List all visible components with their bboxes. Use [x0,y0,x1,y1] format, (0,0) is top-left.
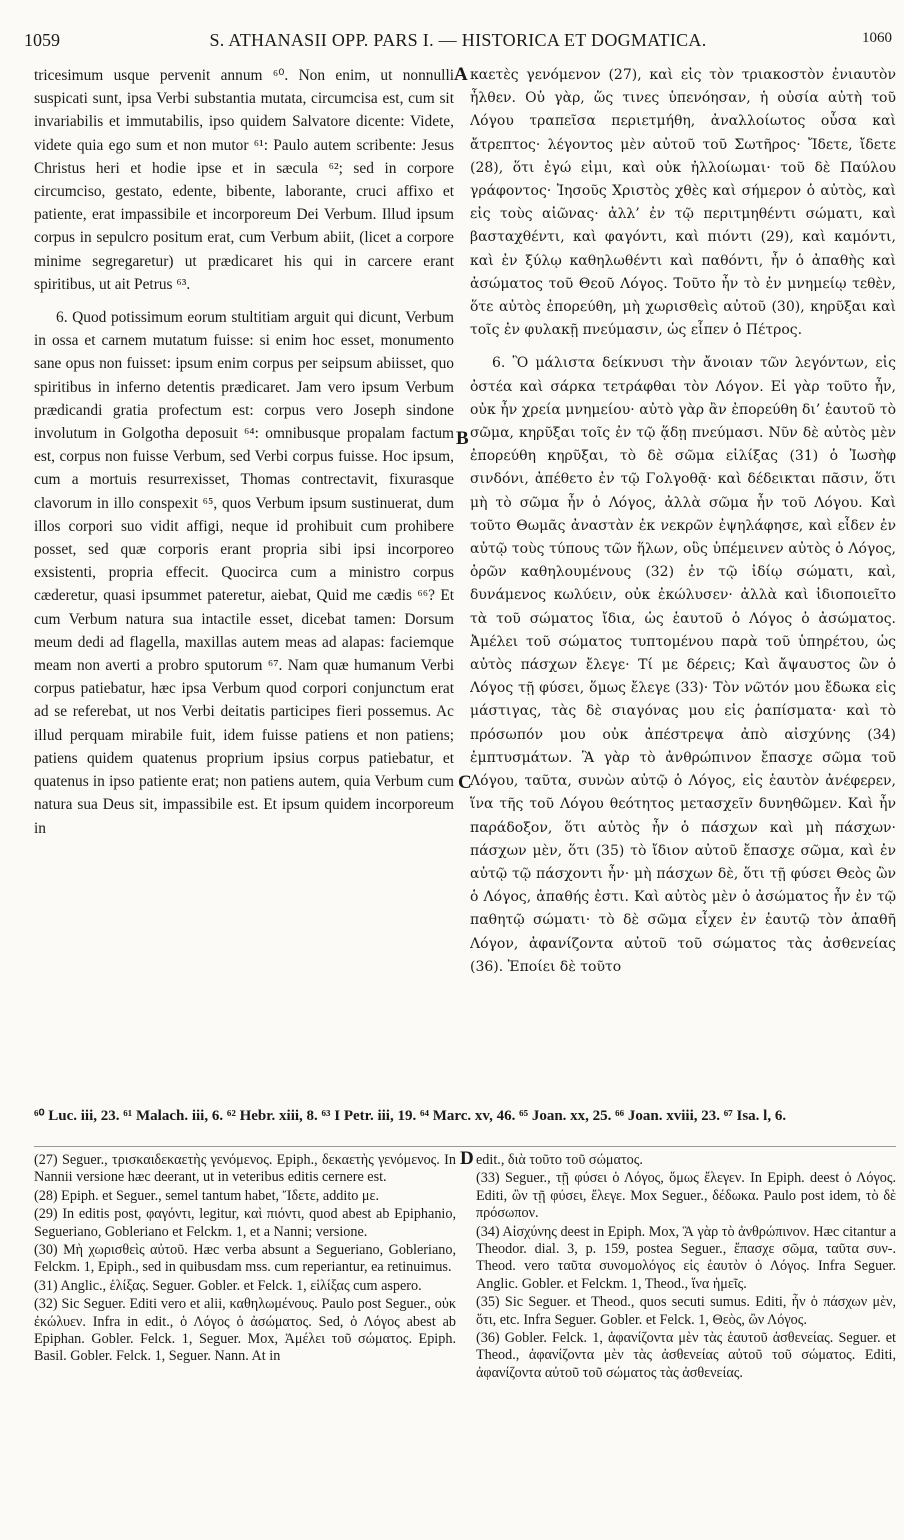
note: (36) Gobler. Felck. 1, ἀφανίζοντα μὲν τὰς ἑαυτοῦ ἀσθενείας. Seguer. et Theod., ἀφανίζοντα μὲν τὰς ἀσθενείας αὐτοῦ τοῦ σώματος. Editi, ἀφανίζοντα αὐτοῦ τοῦ σώματος τὰς ἀσθενείας. [476,1330,896,1381]
note: (35) Sic Seguer. et Theod., quos secuti sumus. Editi, ἦν ὁ πάσχων μὲν, ὅτι, etc. Infra Seguer. Gobler. et Felck. 1, Θεὸς, ὢν Λόγος. [476,1294,896,1328]
page-number-left: 1059 [24,30,60,50]
note: (27) Seguer., τρισκαιδεκαετὴς γενόμενος. Epiph., δεκαετὴς γενόμενος. In Nannii versione hæc deerant, ut in veteribus editis cernere est. [34,1152,456,1186]
greek-column [470,64,896,1104]
footnote-divider [34,1146,896,1147]
notes-right-column [476,1152,896,1532]
scripture-references: ⁶⁰ Luc. iii, 23. ⁶¹ Malach. iii, 6. ⁶² Hebr. xiii, 8. ⁶³ I Petr. iii, 19. ⁶⁴ Marc. xv, 46. ⁶⁵ Joan. xx, 25. ⁶⁶ Joan. xviii, 23. ⁶⁷ Isa. l, 6. [34,1108,787,1124]
latin-column [34,64,454,1104]
margin-letter-b: B [456,428,469,449]
notes-left-column [34,1152,456,1532]
note: (30) Μὴ χωρισθεὶς αὐτοῦ. Hæc verba absunt a Segueriano, Gobleriano, Felckm. 1, Epiph., sed in quibusdam mss. cum reperiantur, ea retinuimus. [34,1242,456,1276]
greek-paragraph-2: 6. Ὃ μάλιστα δείκνυσι τὴν ἄνοιαν τῶν λεγόντων, εἰς ὀστέα καὶ σάρκα τετράφθαι τὸν Λόγον. Εἰ γὰρ τοῦτο ἦν, οὐκ ἦν χρεία μνημείου· αὐτὸ γὰρ ἂν ἐπορεύθη δι’ ἑαυτοῦ τὸ σῶμα, κηρῦξαι τοῖς ἐν τῷ ᾅδῃ πνεύμασι. Νῦν δὲ αὐτὸς μὲν ἐπορεύθη κηρῦξαι, τὸ δὲ σῶμα εἱλίξας (31) ὁ Ἰωσὴφ σινδόνι, ἀπέθετο ἐν τῷ Γολγοθᾷ· καὶ δέδεικται πᾶσιν, ὅτι μὴ τὸ σῶμα ἦν ὁ Λόγος, ἀλλὰ σῶμα ἦν τοῦ Λόγου. Καὶ τοῦτο Θωμᾶς ἀναστὰν ἐκ νεκρῶν ἐψηλάφησε, καὶ εἶδεν ἐν αὐτῷ τοὺς τύπους τῶν ἥλων, οὓς ὑπέμεινεν αὐτὸς ὁ Λόγος, ὁρῶν καθηλουμένους (32) ἐν τῷ ἰδίῳ σώματι, καὶ, δυνάμενος κωλύειν, οὐκ ἐκώλυσεν· ἀλλὰ καὶ ἰδιοποιεῖτο τὰ τοῦ σώματος ἴδια, ὡς ἑαυτοῦ ὁ Λόγος ὁ ἀσώματος. Ἀμέλει τοῦ σώματος τυπτομένου παρὰ τοῦ ὑπηρέτου, ὡς αὐτὸς πάσχων ἔλεγε· Τί με δέρεις; Καὶ ἄψαυστος ὢν ὁ Λόγος τῇ φύσει, ὅμως ἔλεγε (33)· Τὸν νῶτόν μου ἔδωκα εἰς μάστιγας, τὰς δὲ σιαγόνας μου εἰς ῥαπίσματα· καὶ τὸ πρόσωπόν μου οὐκ ἀπέστρεψα ἀπὸ αἰσχύνης (34) ἐμπτυσμάτων. Ἃ γὰρ τὸ ἀνθρώπινον ἔπασχε σῶμα τοῦ Λόγου, ταῦτα, συνὼν αὐτῷ ὁ Λόγος, εἰς ἑαυτὸν ἀνέφερεν, ἵνα τῆς τοῦ Λόγου θεότητος μετασχεῖν δυνηθῶμεν. Καὶ ἦν παράδοξον, ὅτι αὐτὸς ἦν ὁ πάσχων καὶ μὴ πάσχων· πάσχων μὲν, ὅτι (35) τὸ ἴδιον αὐτοῦ ἔπασχε σῶμα, καὶ ἐν αὐτῷ τῷ πάσχοντι ἦν· μὴ πάσχων δὲ, ὅτι τῇ φύσει Θεὸς ὢν ὁ Λόγος, ἀπαθής ἐστι. Καὶ αὐτὸς μὲν ὁ ἀσώματος ἦν ἐν τῷ παθητῷ σώματι· τὸ δὲ σῶμα εἶχεν ἐν ἑαυτῷ τὸν ἀπαθῆ Λόγον, ἀφανίζοντα αὐτοῦ τοῦ σώματος τὰς ἀσθενείας (36). Ἐποίει δὲ τοῦτο [470,355,896,975]
note: (32) Sic Seguer. Editi vero et alii, καθηλωμένους. Paulo post Seguer., οὐκ ἐκώλυεν. Infra in edit., ὁ Λόγος ὁ ἀσώματος. Sed, ὁ Λόγος abest ab Epiphan. Gobler. Felck. 1, Seguer. Mox, Ἀμέλει τοῦ σώματος. Epiph. Basil. Gobler. Felck. 1, Seguer. Nann. At in [34,1296,456,1365]
note: (29) In editis post, φαγόντι, legitur, καὶ πιόντι, quod abest ab Epiphanio, Segueriano, Gobleriano et Felckm. 1, et a Nanni; versione. [34,1206,456,1240]
note: (34) Αἰσχύνης deest in Epiph. Mox, Ἃ γὰρ τὸ ἀνθρώπινον. Hæc citantur a Theodor. dial. 3, p. 159, postea Seguer., ἔπασχε σῶμα, ταῦτα συν-. Theod. vero ταῦτα συνομολόγος εἰς ἑαυτὸν ὁ Λόγος. Infra Seguer. Anglic. Gobler. et Felckm. 1, Theod., ἵνα ἡμεῖς. [476,1223,896,1292]
note: edit., διὰ τοῦτο τοῦ σώματος. [476,1152,643,1168]
note: (28) Epiph. et Seguer., semel tantum habet, Ἴδετε, addito με. [34,1187,380,1204]
note: (33) Seguer., τῇ φύσει ὁ Λόγος, ὅμως ἔλεγεν. In Epiph. deest ὁ Λόγος. Editi, ὢν τῇ φύσει, ἔλεγε. Mox Seguer., δέδωκα. Paulo post idem, τὸ δὲ πρόσωπον. [476,1170,896,1222]
latin-paragraph-1: tricesimum usque pervenit annum ⁶⁰. Non enim, ut nonnulli suspicati sunt, ipsa Verbi substantia mutata, circumcisa est, cum sit invariabilis et immutabilis, ipso quidem Salvatore dicente: Videte, videte quia ego sum et non mutor ⁶¹: Paulo autem scribente: Jesus Christus heri et hodie ipse et in sæcula ⁶²; sed in corpore circumciso, gestato, edente, bibente, laborante, cruci affixo et patiente, erat impassibile et incorporeum Dei Verbum. Illud ipsum corpus in sepulcro positum erat, cum Verbum abiit, (licet a corpore minime segregaretur) ut prædicaret his qui in carcere erant spiritibus, ut ait Petrus ⁶³. [34,67,454,293]
latin-paragraph-2: 6. Quod potissimum eorum stultitiam arguit qui dicunt, Verbum in ossa et carnem mutatum fuisse: si enim hoc esset, monumento sane opus non fuisset: ipsum enim corpus per seipsum abiisset, quo spiritibus in inferno detentis prædicaret. Jam vero ipsum Verbum prædicandi gratia profectum est: corpus vero Joseph sindone involutum in Golgotha deposuit ⁶⁴: omnibusque propalam factum est, corpus non fuisse Verbum, sed Verbi corpus fuisse. Hoc ipsum, cum a mortuis resurrexisset, Thomas contrectavit, fixurasque clavorum in illo conspexit ⁶⁵, quos Verbum ipsum sustinuerat, dum illos corpori suo vidit affigi, neque id prohibuit cum prohibere posset, sed quæ corporis erant propria sibi ipsi incorporeo exsistenti, propria effecit. Quocirca cum a ministro corpus cæderetur, quasi ipsummet pateretur, aiebat, Quid me cædis ⁶⁶? Et cum Verbum natura sua intactile esset, dicebat tamen: Dorsum meum dedi ad flagella, maxillas autem meas ad alapas: faciemque meam non averti a probro sputorum ⁶⁷. Nam quæ humanum Verbi corpus patiebatur, hæc ipsa Verbum quod corpori conjunctum erat ad se referebat, ut nos Verbi deitatis participes fieri possemus. Ac illud perquam mirabile fuit, idem fuisse patiens et non patiens; patiens quidem quatenus proprium ipsius corpus patiebatur, et quatenus in ipso patiente erat; non patiens autem, quia Verbum cum natura sua Deus sit, impassibile est. Et ipsum quidem incorporeum in [34,309,454,837]
margin-letter-c: C [458,772,472,793]
margin-letter-d: D [460,1148,474,1169]
page-header [24,30,892,54]
margin-letter-a: A [454,64,468,85]
note: (31) Anglic., ἑλίξας. Seguer. Gobler. et Felck. 1, εἱλίξας cum aspero. [34,1277,422,1294]
page-number-right: 1060 [862,30,892,46]
running-title: S. ATHANASII OPP. PARS I. — HISTORICA ET DOGMATICA. [209,30,707,50]
greek-paragraph-1: καετὲς γενόμενον (27), καὶ εἰς τὸν τριακοστὸν ἐνιαυτὸν ἦλθεν. Οὐ γὰρ, ὥς τινες ὑπενόησαν, ἡ οὐσία αὐτὴ τοῦ Λόγου τραπεῖσα περιετμήθη, ἀναλλοίωτος οὖσα καὶ ἄτρεπτος· λέγοντος μὲν αὐτοῦ τοῦ Σωτῆρος· Ἴδετε, ἴδετε (28), ὅτι ἐγώ εἰμι, καὶ οὐκ ἠλλοίωμαι· τοῦ δὲ Παύλου γράφοντος· Ἰησοῦς Χριστὸς χθὲς καὶ σήμερον ὁ αὐτὸς, καὶ εἰς τοὺς αἰῶνας· ἀλλ’ ἐν τῷ περιτμηθέντι σώματι, καὶ βασταχθέντι, καὶ φαγόντι, καὶ πιόντι (29), καὶ καμόντι, καὶ ἐν ξύλῳ καθηλωθέντι καὶ παθόντι, ἦν ὁ ἀπαθὴς καὶ ἀσώματος τοῦ Θεοῦ Λόγος. Τοῦτο ἦν τὸ ἐν μνημείῳ τεθὲν, ὅτε αὐτὸς ἐπορεύθη, μὴ χωρισθεὶς αὐτοῦ (30), κηρῦξαι καὶ τοῖς ἐν φυλακῇ πνεύμασιν, ὡς εἶπεν ὁ Πέτρος. [470,67,896,339]
